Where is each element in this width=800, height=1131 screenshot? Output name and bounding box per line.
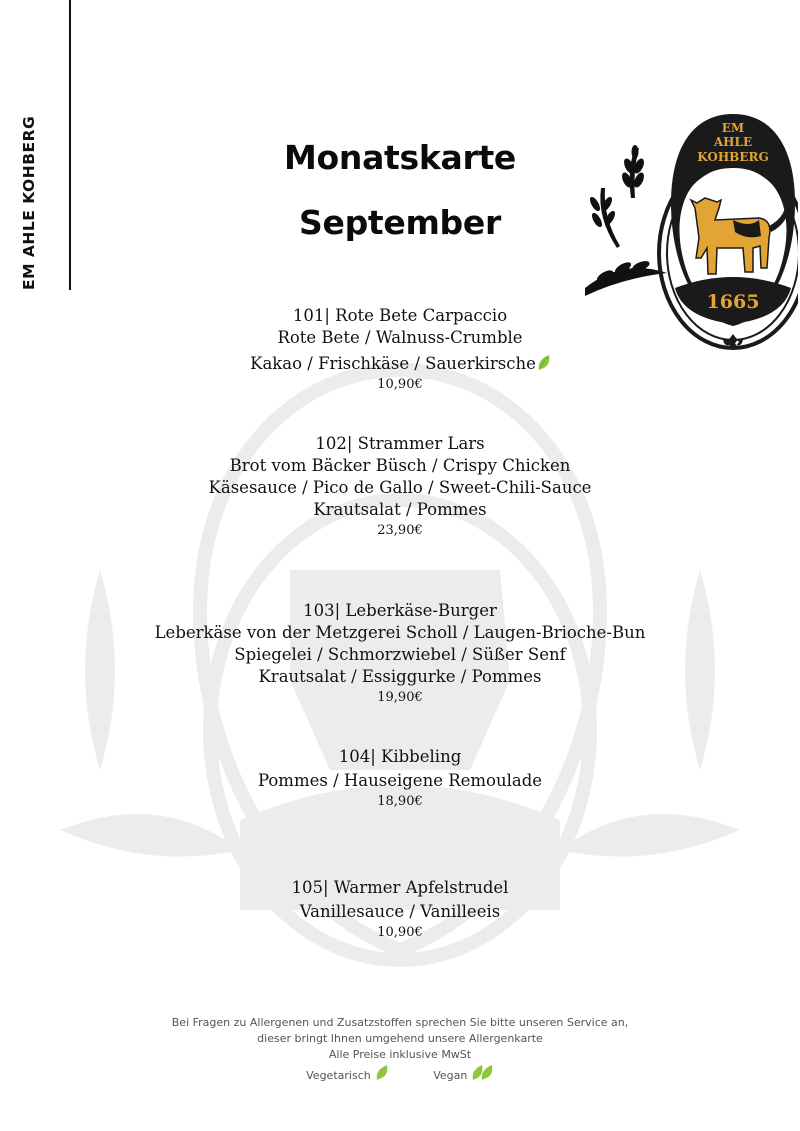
menu-item-desc: Vanillesauce / Vanilleeis	[299, 902, 501, 921]
menu-item-name: 105| Warmer Apfelstrudel	[291, 878, 509, 897]
menu-item	[0, 746, 800, 812]
menu-item-desc: Krautsalat / Pommes	[313, 500, 487, 519]
footer-line: Bei Fragen zu Allergenen und Zusatzstoffen sprechen Sie bitte unseren Service an,	[171, 1016, 629, 1029]
menu-item-name: 104| Kibbeling	[338, 747, 462, 766]
menu-item-desc: Käsesauce / Pico de Gallo / Sweet-Chili-Sauce	[208, 478, 592, 497]
menu-item-name: 103| Leberkäse-Burger	[303, 601, 497, 620]
menu-title-line1: Monatskarte	[283, 138, 517, 177]
vegetarian-icon	[537, 354, 550, 371]
footer-line: Alle Preise inklusive MwSt	[328, 1048, 472, 1061]
logo-text-em: EM	[721, 121, 745, 135]
menu-item-price: 19,90€	[377, 690, 423, 705]
menu-item-desc: Leberkäse von der Metzgerei Scholl / Laugen-Brioche-Bun	[154, 623, 646, 642]
menu-item-desc: Rote Bete / Walnuss-Crumble	[277, 328, 523, 347]
vegan-icon	[472, 1064, 494, 1081]
menu-item-name: 102| Strammer Lars	[315, 434, 485, 453]
logo-text-kohberg: KOHBERG	[697, 150, 769, 164]
logo-text-year: 1665	[706, 291, 760, 313]
logo-text-ahle: AHLE	[713, 135, 753, 149]
menu-title-line2: September	[299, 203, 501, 242]
legend-vegan-label: Vegan	[433, 1069, 468, 1082]
menu-item	[0, 305, 800, 395]
menu-item	[0, 433, 800, 541]
menu-item-price: 10,90€	[377, 925, 423, 940]
diet-legend	[0, 1064, 800, 1084]
menu-item	[0, 877, 800, 943]
footer-line: dieser bringt Ihnen umgehend unsere Allergenkarte	[257, 1032, 543, 1045]
menu-item-desc-line	[0, 353, 800, 375]
vegetarian-icon	[375, 1064, 388, 1081]
side-divider-line	[69, 0, 71, 290]
menu-item-desc: Kakao / Frischkäse / Sauerkirsche	[250, 354, 536, 373]
menu-item-name: 101| Rote Bete Carpaccio	[292, 306, 508, 325]
menu-item-desc: Brot vom Bäcker Büsch / Crispy Chicken	[229, 456, 571, 475]
menu-item-price: 23,90€	[377, 523, 423, 538]
side-brand-text: EM AHLE KOHBERG	[20, 115, 38, 290]
legend-vegetarian-label: Vegetarisch	[306, 1069, 371, 1082]
menu-item-desc: Pommes / Hauseigene Remoulade	[257, 771, 543, 790]
menu-item-desc: Krautsalat / Essiggurke / Pommes	[258, 667, 542, 686]
menu-item-price: 10,90€	[377, 377, 423, 392]
menu-item-price: 18,90€	[377, 794, 423, 809]
menu-item-desc: Spiegelei / Schmorzwiebel / Süßer Senf	[234, 645, 566, 664]
menu-item	[0, 600, 800, 708]
allergen-footer	[0, 1015, 800, 1084]
